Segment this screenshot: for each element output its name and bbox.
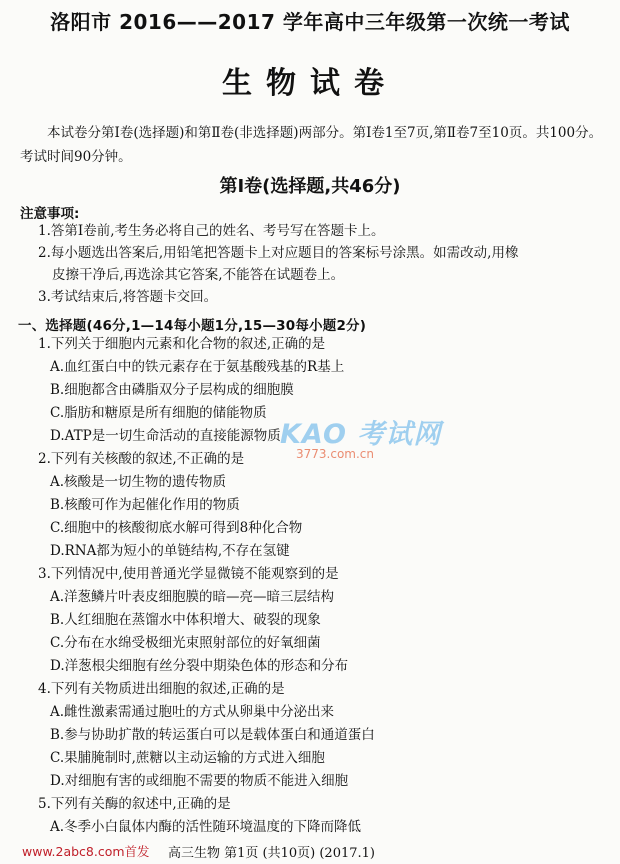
question <box>38 448 608 563</box>
answer-option: C.果脯腌制时,蔗糖以主动运输的方式进入细胞 <box>50 750 325 766</box>
question <box>38 793 608 839</box>
question-stem: 5.下列有关酶的叙述中,正确的是 <box>38 796 231 812</box>
answer-option: C.分布在水绵受极细光束照射部位的好氧细菌 <box>50 635 321 651</box>
footer-page-info: 高三生物 第1页 (共10页) (2017.1) <box>168 846 375 861</box>
question <box>38 333 608 448</box>
question-list <box>38 333 608 839</box>
answer-option: A.核酸是一切生物的遗传物质 <box>50 474 227 490</box>
question <box>38 563 608 678</box>
answer-option: D.洋葱根尖细胞有丝分裂中期染色体的形态和分布 <box>50 658 349 674</box>
notice-title: 注意事项: <box>20 206 80 222</box>
section-heading: 第Ⅰ卷(选择题,共46分) <box>219 176 401 197</box>
watermark-logo: KAO 考试网 <box>280 419 442 450</box>
notice-item: 1.答第Ⅰ卷前,考生务必将自己的姓名、考号写在答题卡上。 <box>38 223 385 239</box>
answer-option: D.ATP是一切生命活动的直接能源物质 <box>50 428 281 444</box>
answer-option: B.细胞都含由磷脂双分子层构成的细胞膜 <box>50 382 294 398</box>
paper-title: 生物试卷 <box>222 66 398 101</box>
answer-option: B.参与协助扩散的转运蛋白可以是载体蛋白和通道蛋白 <box>50 727 375 743</box>
answer-option: A.血红蛋白中的铁元素存在于氨基酸残基的R基上 <box>50 359 345 375</box>
notice-item: 2.每小题选出答案后,用铅笔把答题卡上对应题目的答案标号涂黑。如需改动,用橡 <box>38 245 519 261</box>
intro-paragraph: 本试卷分第Ⅰ卷(选择题)和第Ⅱ卷(非选择题)两部分。第Ⅰ卷1至7页,第Ⅱ卷7至10页。共100分。考试时间90分钟。 <box>20 125 603 165</box>
answer-option: A.雌性激素需通过胞吐的方式从卵巢中分泌出来 <box>50 704 335 720</box>
question-stem: 2.下列有关核酸的叙述,不正确的是 <box>38 451 245 467</box>
answer-option: B.核酸可作为起催化作用的物质 <box>50 497 240 513</box>
question-stem: 1.下列关于细胞内元素和化合物的叙述,正确的是 <box>38 336 326 352</box>
answer-option: B.人红细胞在蒸馏水中体积增大、破裂的现象 <box>50 612 321 628</box>
answer-option: D.RNA都为短小的单链结构,不存在氢键 <box>50 543 290 559</box>
question <box>38 678 608 793</box>
notice-list <box>38 220 608 308</box>
notice-item: 3.考试结束后,将答题卡交回。 <box>38 289 218 305</box>
answer-option: A.洋葱鳞片叶表皮细胞膜的暗—亮—暗三层结构 <box>50 589 335 605</box>
question-stem: 4.下列有关物质进出细胞的叙述,正确的是 <box>38 681 285 697</box>
question-stem: 3.下列情况中,使用普通光学显微镜不能观察到的是 <box>38 566 339 582</box>
answer-option: D.对细胞有害的或细胞不需要的物质不能进入细胞 <box>50 773 349 789</box>
answer-option: C.细胞中的核酸彻底水解可得到8种化合物 <box>50 520 303 536</box>
answer-option: C.脂肪和糖原是所有细胞的储能物质 <box>50 405 267 421</box>
exam-title: 洛阳市 2016——2017 学年高中三年级第一次统一考试 <box>50 10 570 34</box>
notice-item-continuation: 皮擦干净后,再选涂其它答案,不能答在试题卷上。 <box>52 267 345 283</box>
watermark-url: 3773.com.cn <box>296 447 374 461</box>
footer-site-link[interactable]: www.2abc8.com首发 <box>22 844 150 859</box>
part-heading: 一、选择题(46分,1—14每小题1分,15—30每小题2分) <box>18 318 367 334</box>
answer-option: A.冬季小白鼠体内酶的活性随环境温度的下降而降低 <box>50 819 362 835</box>
